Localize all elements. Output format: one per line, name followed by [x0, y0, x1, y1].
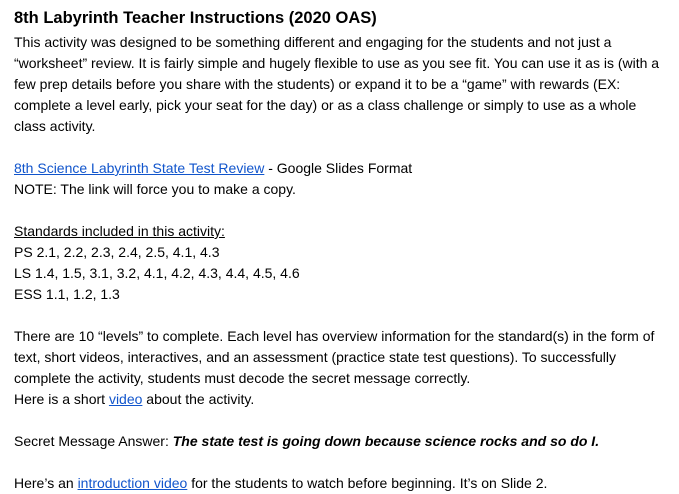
note-line: NOTE: The link will force you to make a copy. — [14, 181, 296, 197]
standards-heading: Standards included in this activity: — [14, 223, 225, 239]
slides-link-suffix: - Google Slides Format — [264, 160, 413, 176]
intro-video-line — [14, 473, 661, 494]
secret-message-answer: The state test is going down because science rocks and so do I. — [172, 433, 600, 449]
intro-video-suffix: for the students to watch before beginning. It’s on Slide 2. — [187, 475, 548, 491]
levels-block — [14, 326, 661, 410]
slides-link-block — [14, 158, 661, 200]
video-line-suffix: about the activity. — [142, 391, 255, 407]
secret-message-line — [14, 431, 661, 452]
activity-video-link[interactable]: video — [108, 391, 143, 407]
standards-block — [14, 221, 661, 305]
secret-message-label: Secret Message Answer: — [14, 433, 173, 449]
video-line-prefix: Here is a short — [14, 391, 109, 407]
intro-video-block — [14, 473, 661, 494]
intro-video-prefix: Here’s an — [14, 475, 78, 491]
secret-message-block — [14, 431, 661, 452]
standards-item-ps: PS 2.1, 2.2, 2.3, 2.4, 2.5, 4.1, 4.3 — [14, 244, 220, 260]
slides-link-line — [14, 158, 661, 179]
introduction-video-link[interactable]: introduction video — [77, 475, 188, 491]
page-title: 8th Labyrinth Teacher Instructions (2020 OAS) — [14, 9, 377, 27]
intro-paragraph-block — [14, 32, 661, 137]
standards-item-ess: ESS 1.1, 1.2, 1.3 — [14, 286, 120, 302]
standards-item-ls: LS 1.4, 1.5, 3.1, 3.2, 4.1, 4.2, 4.3, 4.4, 4.5, 4.6 — [14, 265, 300, 281]
slides-review-link[interactable]: 8th Science Labyrinth State Test Review — [14, 160, 265, 176]
video-line — [14, 389, 661, 410]
levels-paragraph: There are 10 “levels” to complete. Each level has overview information for the standard(s) in the form of text, short videos, interactives, and an assessment (practice state test questions). To successfully complete the activity, students must decode the secret message correctly. — [14, 328, 655, 386]
intro-paragraph: This activity was designed to be something different and engaging for the students and not just a “worksheet” review. It is fairly simple and hugely flexible to use as you see fit. You can use it as is (with a few prep details before you share with the students) or expand it to be a “game” with rewards (EX: complete a level early, pick your seat for the day) or as a class challenge or simply to use as a whole class activity. — [14, 34, 660, 134]
